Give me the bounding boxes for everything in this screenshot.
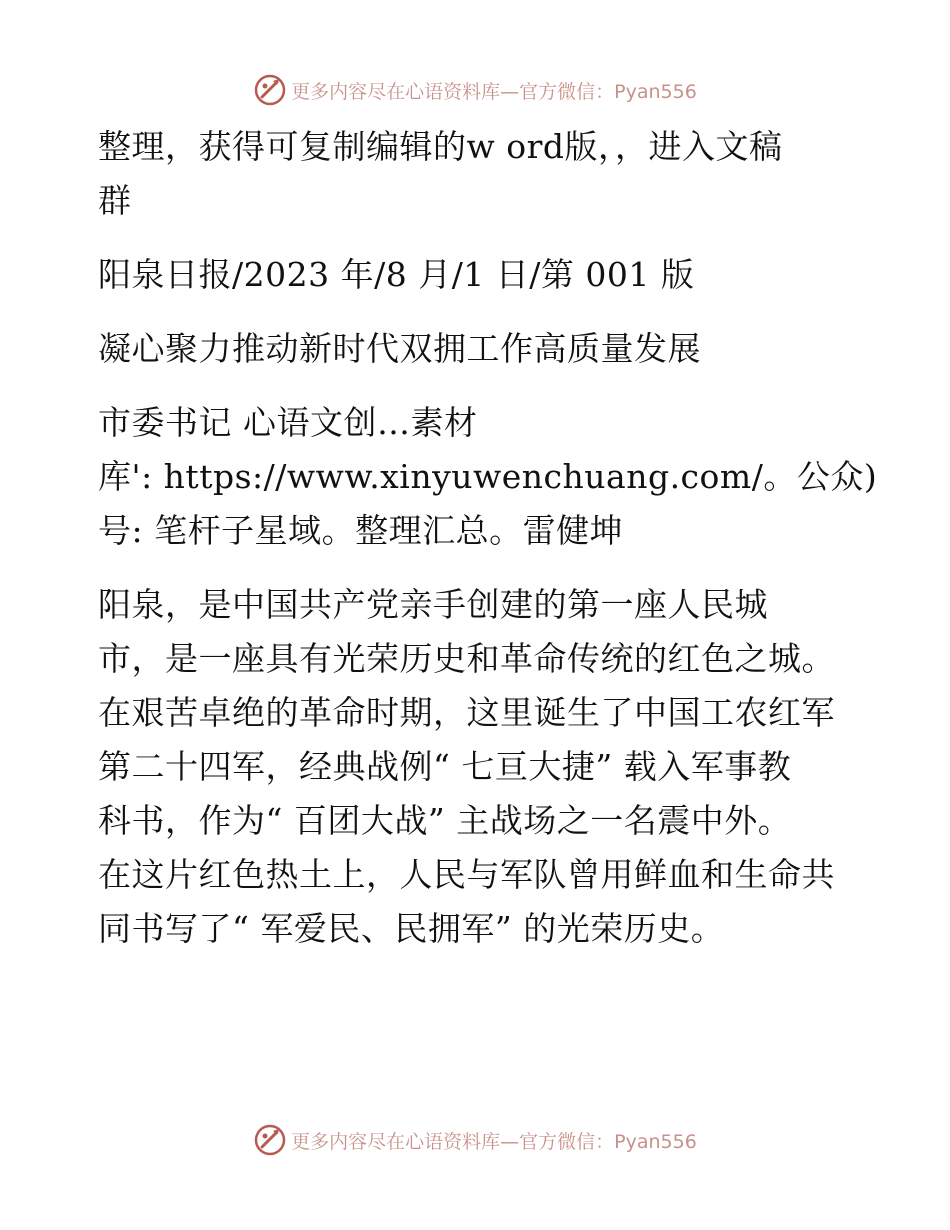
footer-watermark [0,1120,950,1160]
doc-line: 库': https://www.xinyuwenchuang.com/。公众) [98,457,878,496]
doc-line: 阳泉日报/2023 年/8 月/1 日/第 001 版 [98,255,695,294]
doc-line: 市，是一座具有光荣历史和革命传统的红色之城。 [98,639,835,678]
doc-line: 号: 笔杆子星域。整理汇总。雷健坤 [98,511,624,550]
header-watermark [0,70,950,110]
watermark-account: Pyan556 [614,1130,697,1153]
doc-line: 阳泉，是中国共产党亲手创建的第一座人民城 [98,585,768,624]
watermark-text: 更多内容尽在心语资料库—官方微信：Pyan556 [291,1130,697,1153]
doc-line: 市委书记 心语文创…素材 [98,403,478,442]
watermark-account: Pyan556 [614,80,697,103]
doc-line: 凝心聚力推动新时代双拥工作高质量发展 [98,329,701,368]
doc-line: 第二十四军，经典战例“ 七亘大捷” 载入军事教 [98,747,792,786]
watermark-text: 更多内容尽在心语资料库—官方微信：Pyan556 [291,80,697,103]
logo-icon [253,73,287,107]
doc-line: 在艰苦卓绝的革命时期，这里诞生了中国工农红军 [98,693,835,732]
logo-icon [253,1123,287,1157]
document-body [98,120,878,956]
doc-line: 同书写了“ 军爱民、民拥军” 的光荣历史。 [98,909,725,948]
doc-line: 在这片红色热土上，人民与军队曾用鲜血和生命共 [98,855,835,894]
doc-line: 整理，获得可复制编辑的w ord版，，进入文稿 [98,127,783,166]
doc-line: 科书，作为“ 百团大战” 主战场之一名震中外。 [98,801,792,840]
doc-line: 群 [98,181,132,220]
